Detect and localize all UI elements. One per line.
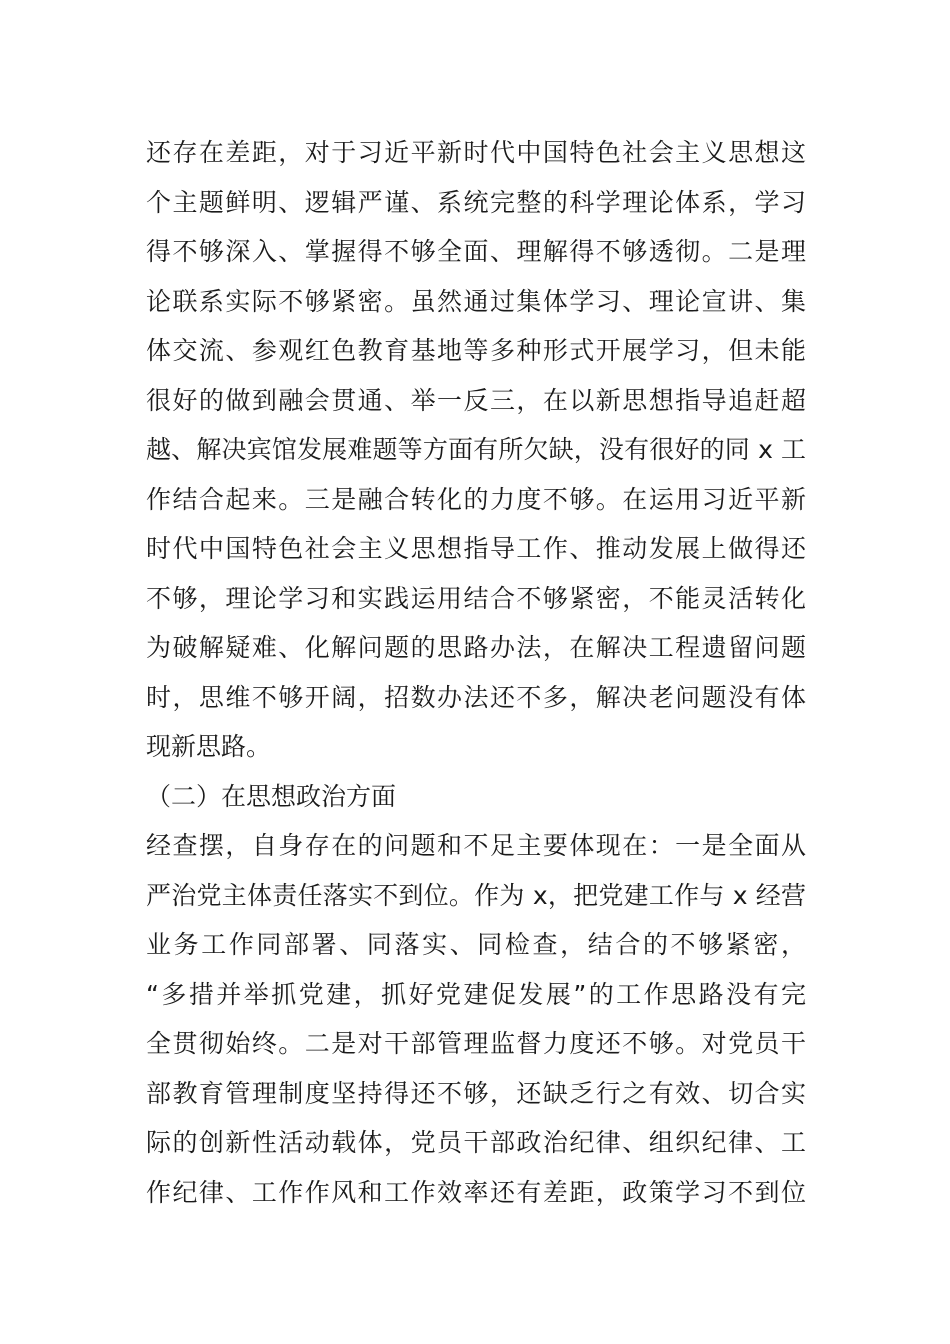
text-line: 部教育管理制度坚持得还不够，还缺乏行之有效、切合实 [146, 1078, 806, 1108]
text-line: “多措并举抓党建，抓好党建促发展”的工作思路没有完 [146, 979, 806, 1009]
text-line: 业务工作同部署、同落实、同检查，结合的不够紧密， [146, 930, 806, 959]
text-line: 为破解疑难、化解问题的思路办法，在解决工程遗留问题 [146, 633, 806, 662]
text-line: 际的创新性活动载体，党员干部政治纪律、组织纪律、工 [146, 1128, 806, 1157]
text-line: 还存在差距，对于习近平新时代中国特色社会主义思想这 [146, 138, 806, 167]
text-line: 很好的做到融会贯通、举一反三，在以新思想指导追赶超 [146, 385, 806, 415]
text-line: 作纪律、工作作风和工作效率还有差距，政策学习不到位 [146, 1177, 806, 1207]
text-line: 现新思路。 [146, 732, 272, 761]
document-body [146, 128, 806, 1217]
text-line: 体交流、参观红色教育基地等多种形式开展学习，但未能 [146, 336, 806, 365]
text-line: 得不够深入、掌握得不够全面、理解得不够透彻。二是理 [146, 237, 806, 266]
text-line: 时，思维不够开阔，招数办法还不多，解决老问题没有体 [146, 682, 806, 712]
text-line: 个主题鲜明、逻辑严谨、系统完整的科学理论体系，学习 [146, 187, 806, 217]
text-line: 不够，理论学习和实践运用结合不够紧密，不能灵活转化 [146, 583, 806, 613]
text-line: 论联系实际不够紧密。虽然通过集体学习、理论宣讲、集 [146, 286, 806, 316]
text-line: 越、解决宾馆发展难题等方面有所欠缺，没有很好的同 x 工 [146, 435, 806, 464]
text-line: 经查摆，自身存在的问题和不足主要体现在：一是全面从 [146, 831, 806, 860]
text-line: 严治党主体责任落实不到位。作为 x，把党建工作与 x 经营 [146, 880, 806, 910]
text-line: 作结合起来。三是融合转化的力度不够。在运用习近平新 [146, 484, 806, 514]
section-heading: （二）在思想政治方面 [146, 781, 397, 811]
text-line: 全贯彻始终。二是对干部管理监督力度还不够。对党员干 [146, 1029, 806, 1058]
text-line: 时代中国特色社会主义思想指导工作、推动发展上做得还 [146, 534, 806, 563]
